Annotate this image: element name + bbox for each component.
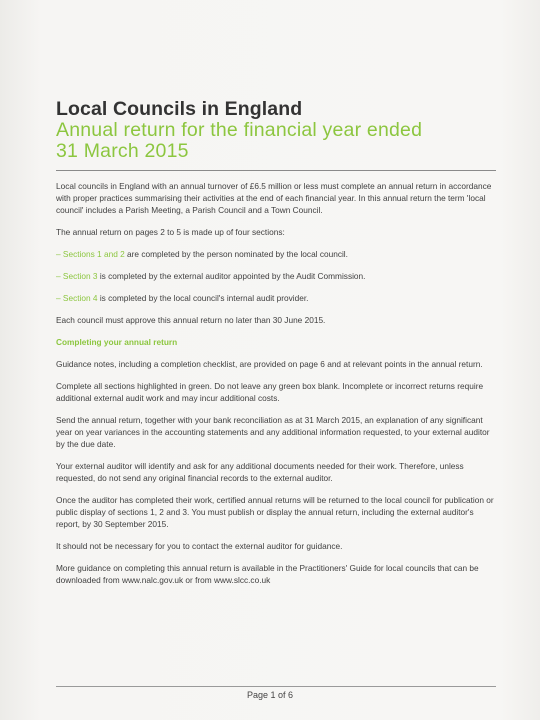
complete-sections-paragraph: Complete all sections highlighted in green. Do not leave any green box blank. Incomplete or incorrect returns require additional external audit work and may incur additional costs. (56, 381, 484, 403)
section-text: is completed by the external auditor appointed by the Audit Commission. (97, 271, 366, 281)
section-label: – Sections 1 and 2 (56, 249, 125, 259)
section-text: is completed by the local council's internal audit provider. (97, 293, 309, 303)
auditor-documents-paragraph: Your external auditor will identify and ask for any additional documents needed for their work. Therefore, unless requested, do not send any original financial records to the external auditor. (56, 461, 464, 483)
send-return-paragraph: Send the annual return, together with your bank reconciliation as at 31 March 2015, an explanation of any significant year on year variances in the accounting statements and any additional information requested, to your external auditor by the due date. (56, 415, 490, 449)
page-subtitle-line2: 31 March 2015 (56, 140, 189, 162)
section-label: – Section 4 (56, 293, 98, 303)
contact-paragraph: It should not be necessary for you to contact the external auditor for guidance. (56, 541, 343, 551)
more-guidance-paragraph: More guidance on completing this annual return is available in the Practitioners' Guide for local councils that can be downloaded from www.nalc.gov.uk or from www.slcc.co.uk (56, 563, 479, 585)
section-item (56, 248, 496, 260)
section-text: are completed by the person nominated by the local council. (124, 249, 348, 259)
approval-paragraph: Each council must approve this annual return no later than 30 June 2015. (56, 315, 326, 325)
page-title: Local Councils in England (56, 98, 303, 120)
document-body (56, 180, 496, 596)
section-label: – Section 3 (56, 271, 98, 281)
title-block (56, 98, 496, 162)
section-item (56, 292, 496, 304)
guidance-paragraph: Guidance notes, including a completion checklist, are provided on page 6 and at relevant points in the annual return. (56, 359, 483, 369)
page-subtitle-line1: Annual return for the financial year ended (56, 119, 423, 141)
sections-intro: The annual return on pages 2 to 5 is made up of four sections: (56, 227, 285, 237)
completing-heading: Completing your annual return (56, 337, 178, 347)
section-item (56, 270, 496, 282)
intro-paragraph: Local councils in England with an annual turnover of £6.5 million or less must complete an annual return in accordance with proper practices summarising their activities at the end of each financial year. In this annual return the term 'local council' includes a Parish Meeting, a Parish Council and a Town Council. (56, 181, 492, 215)
footer-divider (56, 686, 496, 687)
page-number: Page 1 of 6 (246, 690, 294, 700)
title-divider (56, 170, 496, 171)
publication-paragraph: Once the auditor has completed their work, certified annual returns will be returned to the local council for publication or public display of sections 1, 2 and 3. You must publish or display the annual return, including the external auditor's report, by 30 September 2015. (56, 495, 494, 529)
